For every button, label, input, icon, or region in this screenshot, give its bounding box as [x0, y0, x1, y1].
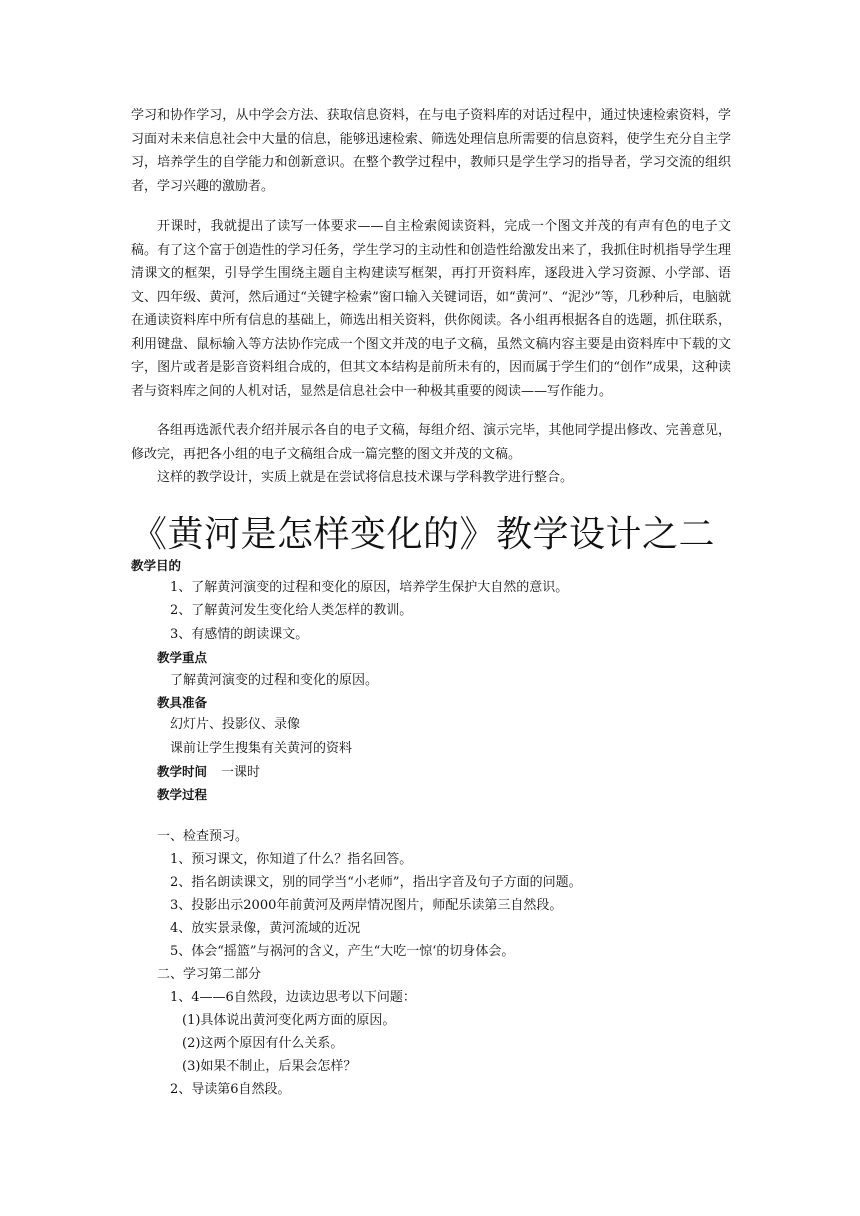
section-1-item: 1、预习课文，你知道了什么？指名回答。 [170, 852, 413, 867]
intro-paragraph-4: 这样的教学设计，实质上就是在尝试将信息技术课与学科教学进行整合。 [157, 470, 574, 485]
materials-item: 课前让学生搜集有关黄河的资料 [170, 741, 353, 756]
section-2-question: (1)具体说出黄河变化两方面的原因。 [182, 1013, 396, 1028]
materials-heading: 教具准备 [157, 695, 208, 710]
section-1-item: 4、放实景录像，黄河流域的近况 [170, 921, 361, 936]
objectives-heading: 教学目的 [131, 558, 182, 573]
process-heading: 教学过程 [157, 787, 208, 802]
intro-paragraph-3: 各组再选派代表介绍并展示各自的电子文稿，每组介绍、演示完毕，其他同学提出修改、完善意见，修改完，再把各小组的电子文稿组合成一篇完整的图文并茂的文稿。 [131, 423, 731, 462]
section-2-question: (2)这两个原因有什么关系。 [182, 1036, 344, 1051]
intro-paragraph-1: 学习和协作学习，从中学会方法、获取信息资料，在与电子资料库的对话过程中，通过快速检索资料，学习面对未来信息社会中大量的信息，能够迅速检索、筛选处理信息所需要的信息资料，使学生充分自主学习，培养学生的自学能力和创新意识。在整个教学过程中，教师只是学生学习的指导者，学习交流的组织者，学习兴趣的激励者。 [131, 108, 731, 194]
objective-item: 3、有感情的朗读课文。 [170, 627, 309, 642]
section-1-item: 3、投影出示2000年前黄河及两岸情况图片，师配乐读第三自然段。 [170, 898, 563, 913]
teaching-time-row [157, 763, 260, 782]
section-2-title: 二、学习第二部分 [157, 967, 262, 982]
materials-item: 幻灯片、投影仪、录像 [170, 717, 301, 732]
objective-item: 2、了解黄河发生变化给人类怎样的教训。 [170, 603, 413, 618]
section-1-item: 2、指名朗读课文，别的同学当“小老师”，指出字音及句子方面的问题。 [170, 875, 582, 890]
intro-paragraph-2: 开课时，我就提出了读写一体要求——自主检索阅读资料，完成一个图文并茂的有声有色的电子文稿。有了这个富于创造性的学习任务，学生学习的主动性和创造性给激发出来了，我抓住时机指导学生理清课文的框架，引导学生围绕主题自主构建读写框架，再打开资料库，逐段进入学习资源、小学部、语文、四年级、黄河，然后通过“关键字检索”窗口输入关键词语，如“黄河”、“泥沙”等，几秒种后，电脑就在通读资料库中所有信息的基础上，筛选出相关资料，供你阅读。各小组再根据各自的选题，抓住联系，利用键盘、鼠标输入等方法协作完成一个图文并茂的电子文稿，虽然文稿内容主要是由资料库中下载的文字，图片或者是影音资料组合成的，但其文本结构是前所未有的，因而属于学生们的“创作”成果，这种读者与资料库之间的人机对话，显然是信息社会中一种极其重要的阅读——写作能力。 [131, 219, 731, 399]
section-2-question: (3)如果不制止，后果会怎样？ [182, 1059, 357, 1074]
section-2-item-1: 1、4——6自然段，边读边思考以下问题： [170, 990, 416, 1005]
teaching-time-heading: 教学时间 [157, 764, 208, 779]
objective-item: 1、了解黄河演变的过程和变化的原因，培养学生保护大自然的意识。 [170, 580, 569, 595]
key-points-text: 了解黄河演变的过程和变化的原因。 [170, 673, 379, 688]
section-1-title: 一、检查预习。 [157, 829, 249, 844]
key-points-heading: 教学重点 [157, 650, 208, 665]
section-2-item-2: 2、导读第6自然段。 [170, 1082, 291, 1097]
section-1-item: 5、体会“摇篮”与祸河的含义，产生“大吃一惊‘的切身体会。 [170, 944, 515, 959]
document-title: 《黄河是怎样变化的》教学设计之二 [131, 514, 716, 555]
teaching-time-value: 一课时 [221, 765, 261, 780]
